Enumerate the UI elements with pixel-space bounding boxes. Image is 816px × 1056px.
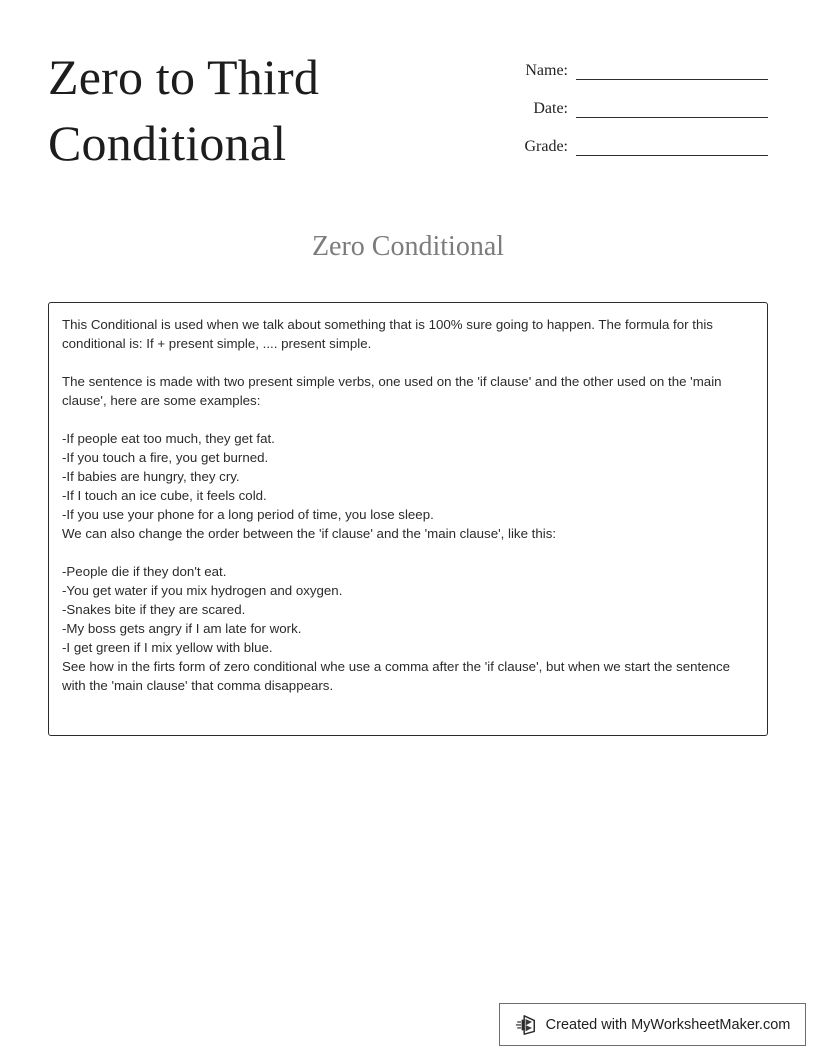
grade-field-row [478,128,768,156]
date-input[interactable] [576,99,768,118]
paragraph-reversed-order: We can also change the order between the 'if clause' and the 'main clause', like this: [62,526,557,541]
grade-field-label: Grade: [524,138,568,155]
footer-credit-badge[interactable] [499,1003,806,1046]
list-item: -People die if they don't eat. [62,564,227,579]
grade-input[interactable] [576,137,768,156]
page-title: Zero to Third Conditional [48,49,320,171]
list-item: -If I touch an ice cube, it feels cold. [62,488,267,503]
name-field-row [478,52,768,80]
student-info-fields [478,44,768,156]
date-field-label: Date: [533,100,568,117]
list-item: -If people eat too much, they get fat. [62,431,275,446]
date-field-row [478,90,768,118]
examples-list-standard-order [62,429,753,524]
list-item: -If you use your phone for a long period of time, you lose sleep. [62,507,434,522]
list-item: -My boss gets angry if I am late for work. [62,621,302,636]
name-input[interactable] [576,61,768,80]
list-item: -You get water if you mix hydrogen and oxygen. [62,583,343,598]
footer-credit-text: Created with MyWorksheetMaker.com [545,1016,791,1033]
worksheet-maker-logo-icon [515,1014,537,1036]
worksheet-header [48,44,768,176]
paragraph-definition: This Conditional is used when we talk about something that is 100% sure going to happen. The formula for this conditional is: If + present simple, .... present simple. [62,317,713,351]
lesson-content-box [48,302,768,736]
examples-list-reversed-order [62,562,753,657]
paragraph-structure: The sentence is made with two present simple verbs, one used on the 'if clause' and the other used on the 'main clause', here are some examples: [62,374,722,408]
section-heading: Zero Conditional [311,231,505,262]
list-item: -If you touch a fire, you get burned. [62,450,269,465]
list-item: -I get green if I mix yellow with blue. [62,640,273,655]
paragraph-comma-note: See how in the firts form of zero conditional whe use a comma after the 'if clause', but when we start the sentence with the 'main clause' that comma disappears. [62,659,731,693]
list-item: -Snakes bite if they are scared. [62,602,246,617]
name-field-label: Name: [525,62,568,79]
list-item: -If babies are hungry, they cry. [62,469,240,484]
